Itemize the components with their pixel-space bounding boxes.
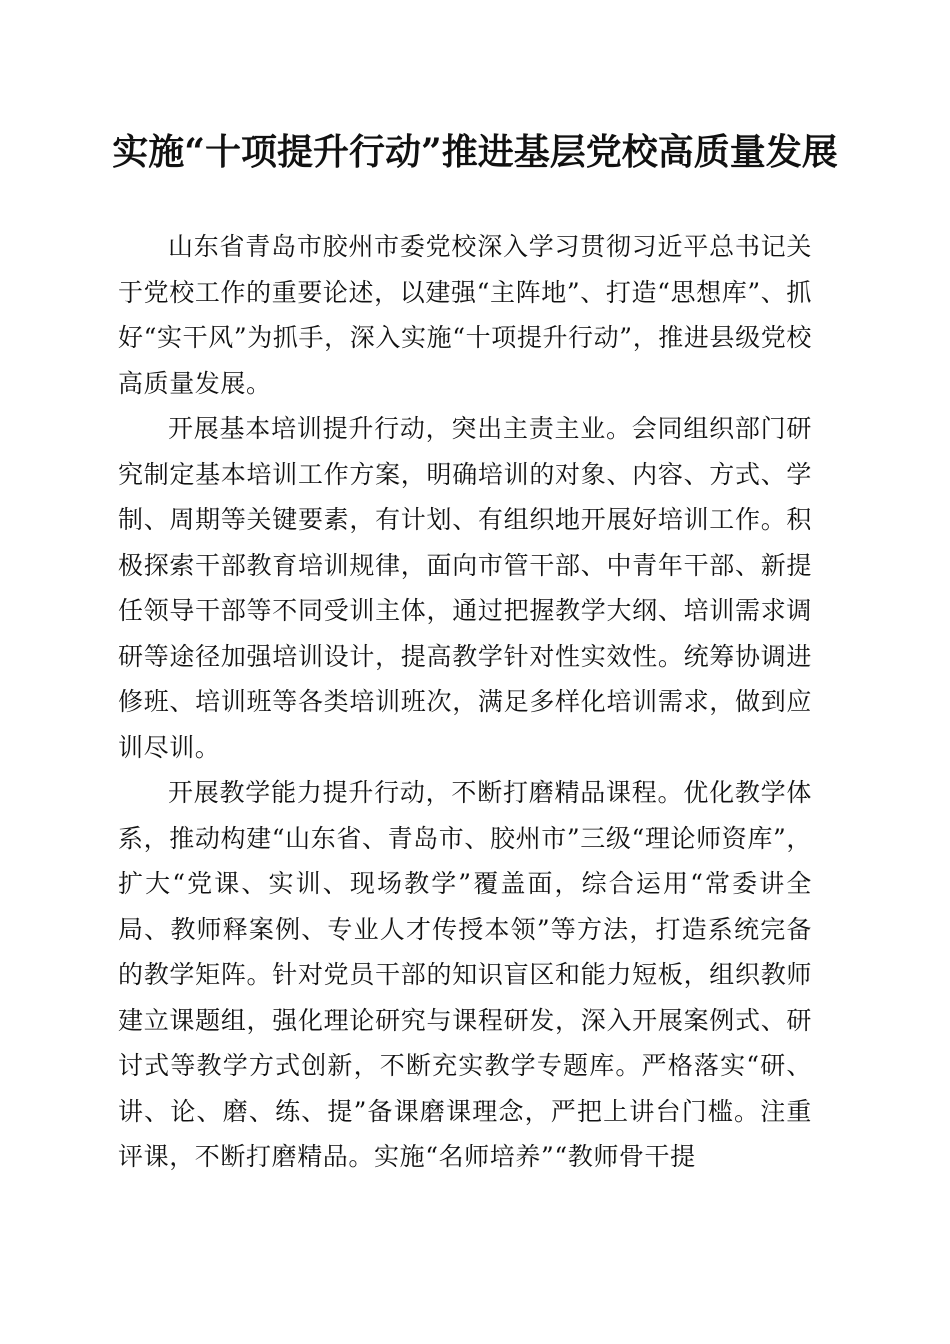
paragraph-teaching-ability: 开展教学能力提升行动，不断打磨精品课程。优化教学体系，推动构建“山东省、青岛市、胶州市”三级“理论师资库”，扩大“党课、实训、现场教学”覆盖面，综合运用“常委讲全局、教师释案例、专业人才传授本领”等方法，打造系统完备的教学矩阵。针对党员干部的知识盲区和能力短板，组织教师建立课题组，强化理论研究与课程研发，深入开展案例式、研讨式等教学方式创新，不断充实教学专题库。严格落实“研、讲、论、磨、练、提”备课磨课理念，严把上讲台门槛。注重评课，不断打磨精品。实施“名师培养”“教师骨干提 bbox=[118, 778, 812, 1171]
paragraph-basic-training: 开展基本培训提升行动，突出主责主业。会同组织部门研究制定基本培训工作方案，明确培训的对象、内容、方式、学制、周期等关键要素，有计划、有组织地开展好培训工作。积极探索干部教育培训规律，面向市管干部、中青年干部、新提任领导干部等不同受训主体，通过把握教学大纲、培训需求调研等途径加强培训设计，提高教学针对性实效性。统筹协调进修班、培训班等各类培训班次，满足多样化培训需求，做到应训尽训。 bbox=[118, 414, 812, 762]
document-body bbox=[118, 224, 812, 1180]
document-title: 实施“十项提升行动”推进基层党校高质量发展 bbox=[112, 131, 838, 173]
paragraph-intro: 山东省青岛市胶州市委党校深入学习贯彻习近平总书记关于党校工作的重要论述，以建强“主阵地”、打造“思想库”、抓好“实干风”为抓手，深入实施“十项提升行动”，推进县级党校高质量发展。 bbox=[118, 232, 812, 398]
